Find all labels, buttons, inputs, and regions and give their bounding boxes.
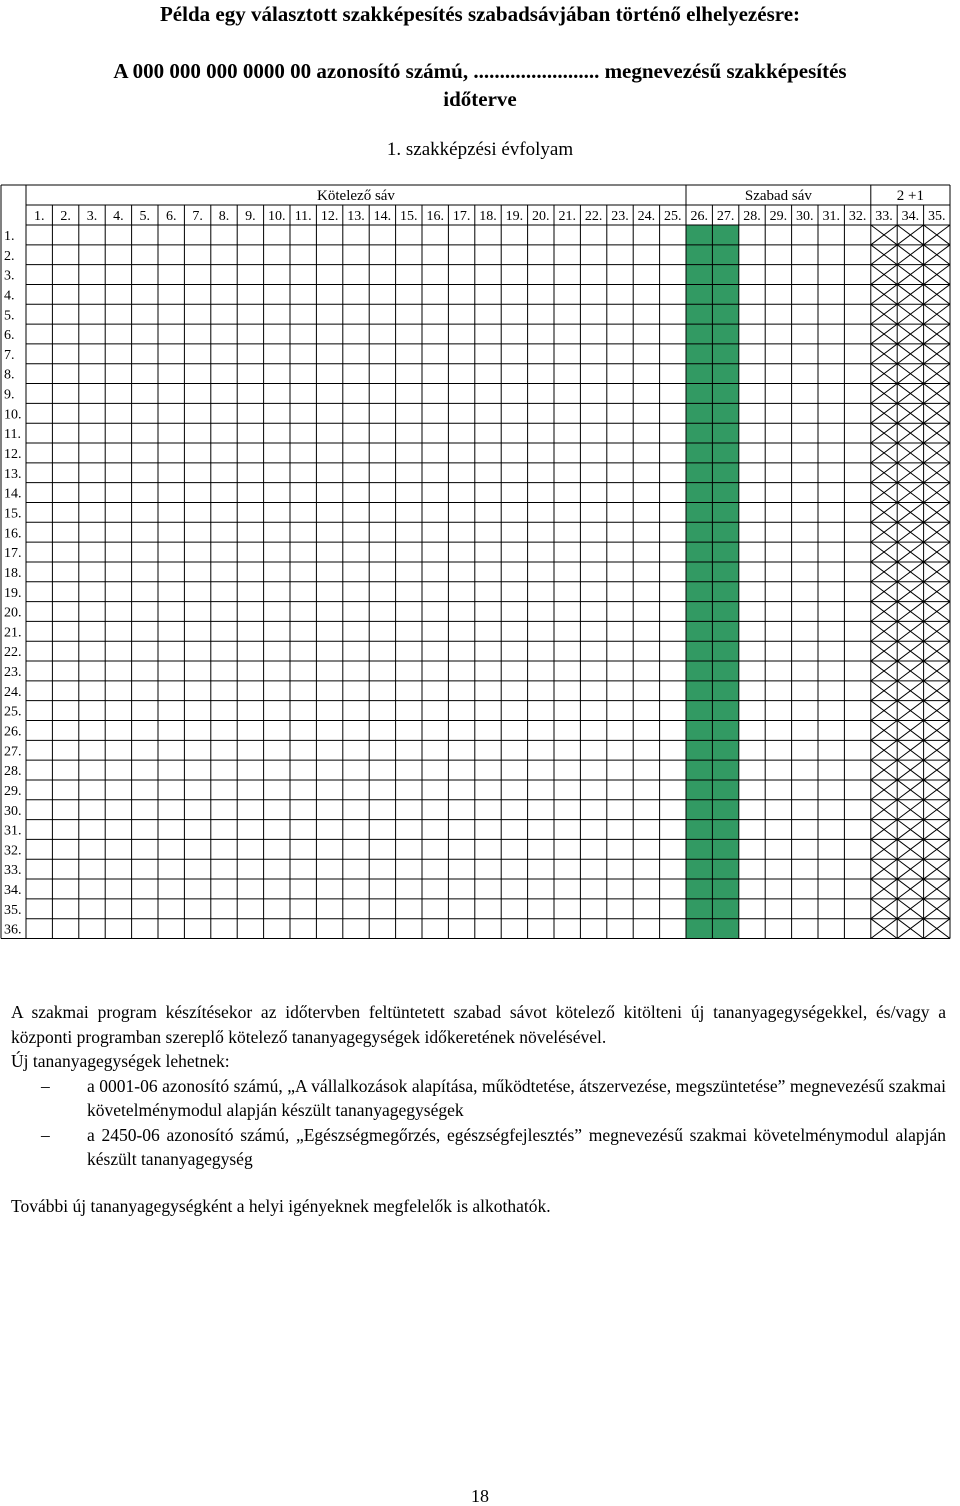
week-label: 22. bbox=[584, 209, 603, 224]
row-label: 27. bbox=[4, 744, 22, 760]
row-label: 12. bbox=[4, 447, 22, 463]
row-label: 30. bbox=[4, 803, 22, 819]
row-label: 5. bbox=[4, 308, 15, 324]
week-label: 25. bbox=[664, 209, 682, 224]
row-label: 26. bbox=[4, 724, 22, 740]
row-label: 2. bbox=[4, 248, 15, 264]
week-label: 1. bbox=[33, 209, 45, 224]
page-number: 18 bbox=[471, 1486, 489, 1506]
row-label: 10. bbox=[4, 407, 22, 423]
week-label: 8. bbox=[218, 209, 230, 224]
week-label: 30. bbox=[796, 209, 814, 224]
list-item-text-1: a 0001-06 azonosító számú, „A vállalkozások alapítása, működtetése, átszervezése, megszüntetése” megnevezésű szakmai követelménymodul alapján készült tananyagegységek bbox=[87, 1075, 946, 1120]
row-label: 35. bbox=[4, 902, 22, 918]
week-label: 3. bbox=[86, 209, 98, 224]
header-free-band: Szabad sáv bbox=[744, 188, 812, 204]
header-mandatory-band: Kötelező sáv bbox=[317, 188, 395, 204]
week-label: 9. bbox=[245, 209, 256, 224]
row-label: 6. bbox=[4, 328, 15, 344]
list-item bbox=[11, 1123, 946, 1172]
week-label: 13. bbox=[347, 209, 365, 224]
page-title-line2 bbox=[0, 57, 960, 113]
row-label: 28. bbox=[4, 764, 22, 780]
row-label: 24. bbox=[4, 684, 22, 700]
row-label: 21. bbox=[4, 625, 22, 641]
week-label: 21. bbox=[558, 209, 576, 224]
week-label: 12. bbox=[320, 209, 339, 224]
week-label: 35. bbox=[928, 209, 946, 224]
week-label: 18. bbox=[479, 209, 497, 224]
week-label: 11. bbox=[294, 209, 312, 224]
week-label: 32. bbox=[848, 209, 867, 224]
week-label: 34. bbox=[901, 209, 920, 224]
row-label: 25. bbox=[4, 704, 22, 720]
week-label: 5. bbox=[139, 209, 151, 224]
row-label: 4. bbox=[4, 288, 15, 304]
row-label: 18. bbox=[4, 565, 22, 581]
week-label: 26. bbox=[690, 209, 708, 224]
page-title-line2a: A 000 000 000 0000 00 azonosító számú, ........................ megnevezésű szakképesítés bbox=[113, 59, 847, 83]
list-intro: Új tananyagegységek lehetnek: bbox=[11, 1051, 230, 1071]
row-label: 22. bbox=[4, 645, 22, 661]
row-label: 17. bbox=[4, 546, 22, 562]
week-label: 19. bbox=[505, 209, 524, 224]
row-label: 23. bbox=[4, 665, 22, 681]
row-label: 36. bbox=[4, 922, 22, 938]
row-label: 33. bbox=[4, 863, 22, 879]
week-label: 7. bbox=[192, 209, 203, 224]
dash-bullet: – bbox=[41, 1075, 50, 1096]
week-label: 29. bbox=[769, 209, 788, 224]
row-label: 9. bbox=[4, 387, 15, 403]
week-label: 2. bbox=[60, 209, 71, 224]
row-label: 29. bbox=[4, 783, 22, 799]
week-label: 28. bbox=[743, 209, 761, 224]
week-label: 17. bbox=[452, 209, 471, 224]
week-label: 4. bbox=[113, 209, 124, 224]
row-label: 32. bbox=[4, 843, 22, 859]
row-label: 3. bbox=[4, 268, 15, 284]
header-plus-band: 2 +1 bbox=[896, 188, 925, 204]
week-label: 14. bbox=[373, 209, 392, 224]
week-label: 31. bbox=[822, 209, 840, 224]
row-label: 34. bbox=[4, 883, 22, 899]
week-label: 10. bbox=[268, 209, 286, 224]
week-label: 24. bbox=[637, 209, 656, 224]
row-label: 7. bbox=[4, 347, 15, 363]
row-label: 8. bbox=[4, 367, 15, 383]
row-label: 16. bbox=[4, 526, 22, 542]
row-label: 20. bbox=[4, 605, 22, 621]
paragraph-1: A szakmai program készítésekor az időtervben feltüntetett szabad sávot kötelező kitölteni új tananyagegységekkel, és/vagy a központi programban szereplő kötelező tananyagegységek időkeretének növelésével. bbox=[11, 1002, 946, 1047]
body-text bbox=[11, 1000, 946, 1218]
page-title-line1: Példa egy választott szakképesítés szabadsávjában történő elhelyezésre: bbox=[159, 2, 801, 26]
week-label: 16. bbox=[426, 209, 444, 224]
week-label: 23. bbox=[611, 209, 629, 224]
dash-bullet: – bbox=[41, 1124, 50, 1145]
week-label: 27. bbox=[716, 209, 735, 224]
week-label: 6. bbox=[165, 209, 177, 224]
row-label: 13. bbox=[4, 466, 22, 482]
row-label: 31. bbox=[4, 823, 22, 839]
week-label: 15. bbox=[400, 209, 418, 224]
row-label: 19. bbox=[4, 585, 22, 601]
row-label: 15. bbox=[4, 506, 22, 522]
week-label: 33. bbox=[875, 209, 893, 224]
list-item bbox=[11, 1074, 946, 1123]
page-title-line2b: időterve bbox=[443, 87, 517, 111]
schedule-grid bbox=[0, 184, 960, 944]
week-label: 20. bbox=[532, 209, 550, 224]
subtitle: 1. szakképzési évfolyam bbox=[386, 139, 574, 160]
row-label: 14. bbox=[4, 486, 22, 502]
paragraph-2: További új tananyagegységként a helyi igényeknek megfelelők is alkothatók. bbox=[11, 1195, 551, 1216]
row-label: 11. bbox=[4, 427, 21, 443]
row-label: 1. bbox=[4, 229, 15, 244]
list-item-text-2: a 2450-06 azonosító számú, „Egészségmegőrzés, egészségfejlesztés” megnevezésű szakmai követelménymodul alapján készült tananyagegység bbox=[87, 1124, 946, 1169]
